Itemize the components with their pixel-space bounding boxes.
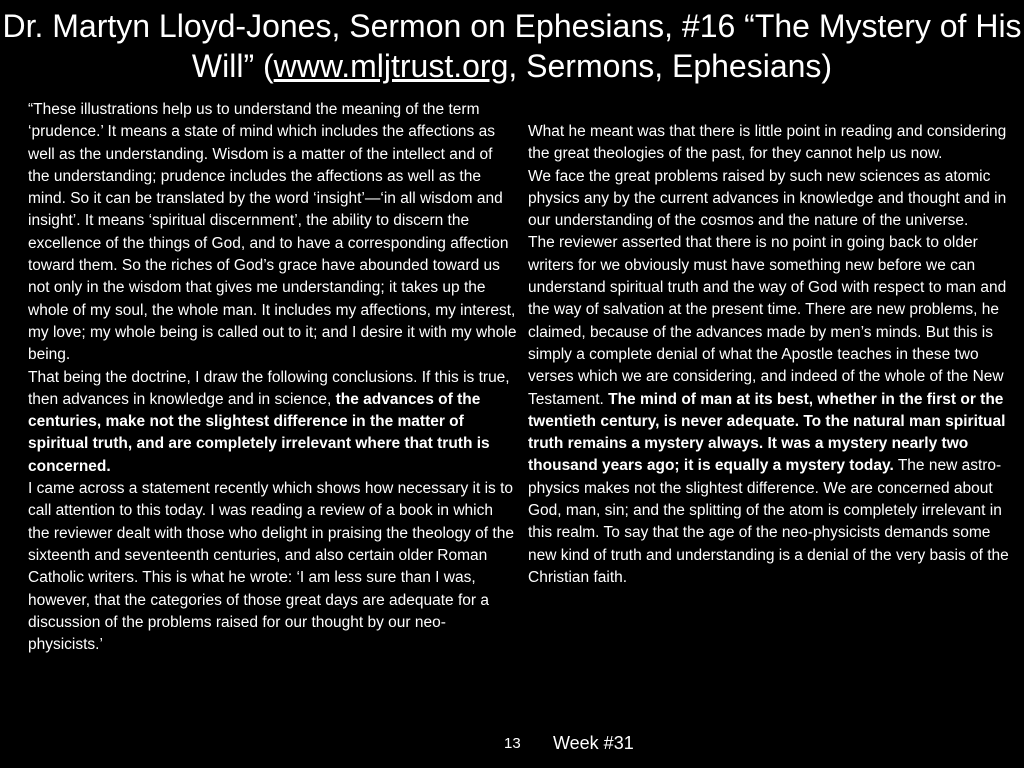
left-column: [28, 99, 518, 656]
right-column: [528, 121, 1018, 589]
left-paragraph-2: [28, 367, 518, 478]
mljtrust-link[interactable]: www.mljtrust.org: [273, 48, 509, 84]
right-paragraph-3-text: The reviewer asserted that there is no point in going back to older writers for we obviously must have something new before we can understand spiritual truth and the way of God with respect to man and the way of salvation at the present time. There are new problems, he claimed, because of the advances made by men’s minds. But this is simply a complete denial of what the Apostle teaches in these two verses which we are considering, and indeed of the whole of the New Testament.: [528, 234, 1007, 408]
slide-title: [0, 6, 1024, 86]
right-paragraph-3-tail: The new astro-physics makes not the slightest difference. We are concerned about God, man, sin; and the splitting of the atom is completely irrelevant in this realm. To say that the age of the neo-physicists demands some new kind of truth and understanding is a denial of the very basis of the Christian faith.: [528, 457, 1009, 586]
right-paragraph-1: What he meant was that there is little point in reading and considering the great theologies of the past, for they cannot help us now.: [528, 123, 1007, 163]
title-prefix: Dr. Martyn Lloyd-Jones, Sermon on Ephesians, #16 “The Mystery of His Will” (: [2, 8, 1022, 84]
left-paragraph-3: I came across a statement recently which shows how necessary it is to call attention to this today. I was reading a review of a book in which the reviewer dealt with those who delight in praising the theology of the sixteenth and seventeenth centuries, and also certain older Roman Catholic writers. This is what he wrote: ‘I am less sure than I was, however, that the categories of those great days are adequate for a discussion of the problems raised for our thought by our neo-physicists.’: [28, 480, 514, 654]
left-paragraph-1: “These illustrations help us to understand the meaning of the term ‘prudence.’ It means a state of mind which includes the affections as well as the understanding. Wisdom is a matter of the intellect and of the understanding; prudence includes the affections as well as the mind. So it can be translated by the word ‘insight’—‘in all wisdom and insight’. It means ‘spiritual discernment’, the ability to discern the excellence of the things of God, and to have a corresponding affection toward them. So the riches of God’s grace have abounded toward us not only in the wisdom that gives me understanding; it takes up the whole of my soul, the whole man. It includes my affections, my interest, my love; my whole being is called out to it; and I desire it with my whole being.: [28, 101, 517, 364]
right-paragraph-3: [528, 232, 1018, 589]
left-paragraph-2-bold: the advances of the centuries, make not the slightest difference in the matter of spiritual truth, and are completely irrelevant where that truth is concerned.: [28, 390, 490, 475]
left-paragraph-2-text: That being the doctrine, I draw the following conclusions. If this is true, then advances in knowledge and in science,: [28, 368, 510, 408]
right-paragraph-2: We face the great problems raised by such new sciences as atomic physics any by the current advances in knowledge and thought and in our understanding of the cosmos and the nature of the universe.: [528, 167, 1007, 230]
right-paragraph-3-bold: The mind of man at its best, whether in the first or the twentieth century, is never adequate. To the natural man spiritual truth remains a mystery always. It was a mystery nearly two thousand years ago; it is equally a mystery today.: [528, 390, 1006, 475]
title-suffix: , Sermons, Ephesians): [508, 48, 833, 84]
slide-number: 13: [504, 735, 521, 752]
week-label: Week #31: [553, 733, 634, 753]
